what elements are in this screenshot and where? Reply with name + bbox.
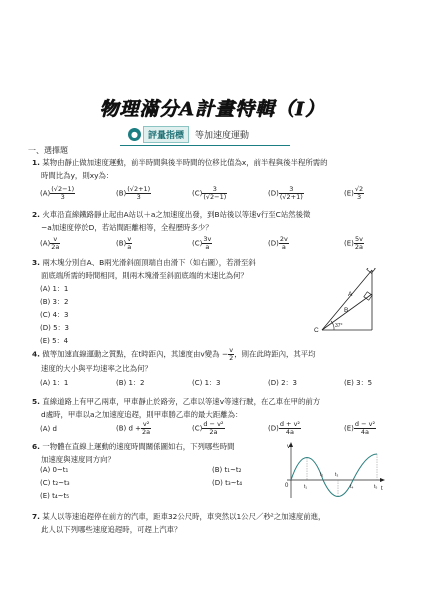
option-b[interactable]: (B) $\frac{v}{a}$ bbox=[116, 235, 132, 251]
option-a[interactable]: (A) d bbox=[40, 425, 57, 433]
option-c[interactable]: (C) 1：3 bbox=[192, 379, 221, 387]
question-5 bbox=[32, 395, 402, 421]
question-number: 1. bbox=[32, 158, 40, 167]
question-4-options bbox=[40, 378, 400, 390]
option-d[interactable]: (D) $\frac{3}{(√2+1)}$ bbox=[268, 185, 303, 201]
option-c[interactable]: (C) $\frac{\text{d − v²}}{2a}$ bbox=[192, 420, 224, 436]
question-1-options bbox=[40, 186, 400, 206]
question-2 bbox=[32, 208, 402, 234]
option-e[interactable]: (E) t₄~t₅ bbox=[40, 492, 70, 500]
person-icon: ● bbox=[128, 128, 141, 141]
angle-label: 37° bbox=[335, 323, 343, 329]
label-c: C bbox=[314, 327, 319, 334]
question-text: −a加速度停於D，若站間距離相等，全程歷時多少？ bbox=[41, 223, 213, 232]
option-d[interactable]: (D) t₃~t₄ bbox=[212, 479, 243, 487]
option-e[interactable]: (E) $\frac{\text{d − v²}}{4a}$ bbox=[344, 420, 376, 436]
axis-t-label: t bbox=[381, 486, 383, 492]
tick-t1: t₁ bbox=[304, 484, 308, 490]
question-3 bbox=[32, 256, 332, 282]
topic-label: 等加速度運動 bbox=[195, 130, 250, 141]
question-text: 一物體在直線上運動的速度時間關係圖如右，下列哪些時間 bbox=[42, 442, 235, 451]
tick-t5: t₅ bbox=[374, 484, 378, 490]
option-e[interactable]: (E) 5：4 bbox=[40, 337, 69, 345]
incline-figure bbox=[310, 268, 400, 334]
option-d[interactable]: (D) $\frac{2v}{a}$ bbox=[268, 235, 288, 251]
option-b[interactable]: (B) t₁~t₂ bbox=[212, 466, 242, 474]
section-header: 一、選擇題 bbox=[28, 146, 68, 155]
option-a[interactable]: (A) 0~t₁ bbox=[40, 466, 69, 474]
option-e[interactable]: (E) $\frac{√2}{3}$ bbox=[344, 185, 364, 201]
option-a[interactable]: (A) 1：1 bbox=[40, 379, 69, 387]
axis-v-label: v bbox=[287, 444, 290, 450]
option-b[interactable]: (B) 3：2 bbox=[40, 298, 69, 306]
option-d[interactable]: (D) 5：3 bbox=[40, 324, 69, 332]
question-6-options bbox=[40, 466, 280, 506]
evaluation-tag: 評量指標 bbox=[143, 126, 189, 143]
question-5-options bbox=[40, 421, 400, 441]
question-number: 2. bbox=[32, 210, 40, 219]
tick-t2: t₂ bbox=[320, 472, 324, 478]
question-7 bbox=[32, 510, 407, 536]
origin-label: 0 bbox=[285, 483, 289, 489]
question-4: 4. 做等加速直線運動之質點，在t時距內，其速度由v變為 − $\frac{v}{2}$ ，則在此時距內，其平均 速度的大小與平均速率之比為何？ bbox=[32, 347, 402, 375]
question-number: 6. bbox=[32, 442, 40, 451]
question-text: 直線道路上有甲乙兩車，甲車靜止於路旁，乙車以等速v等速行駛，在乙車在甲的前方 bbox=[42, 397, 321, 406]
option-a[interactable]: (A) 1：1 bbox=[40, 285, 69, 293]
question-2-options bbox=[40, 236, 400, 256]
option-e[interactable]: (E) $\frac{5v}{2a}$ bbox=[344, 235, 364, 251]
question-number: 5. bbox=[32, 397, 40, 406]
page-title: 物理滿分A計畫特輯（Ⅰ） bbox=[99, 98, 325, 120]
option-b[interactable]: (B) 1：2 bbox=[116, 379, 145, 387]
subtitle-underline bbox=[120, 145, 290, 146]
option-b[interactable]: (B) d + $\frac{\text{v²}}{2a}$ bbox=[116, 420, 151, 436]
velocity-time-graph bbox=[283, 440, 388, 502]
option-c[interactable]: (C) $\frac{3v}{a}$ bbox=[192, 235, 212, 251]
question-number: 4. bbox=[32, 349, 40, 359]
label-a: A bbox=[348, 291, 353, 298]
question-text: 某物由靜止做加速度運動，前半時間與後半時間的位移比值為x，前半程與後半程所需的 bbox=[42, 158, 328, 167]
question-1 bbox=[32, 156, 402, 182]
option-d[interactable]: (D) 2：3 bbox=[268, 379, 297, 387]
question-text: 做等加速直線運動之質點，在t時距內，其速度由v變為 − bbox=[42, 349, 229, 359]
question-number: 3. bbox=[32, 258, 40, 267]
question-text: 火車沿直線鐵路靜止起由A站以＋a之加速度出發，到B站後以等速v行至C站然後徵 bbox=[42, 210, 311, 219]
question-text: 兩木塊分別自A、B兩光滑斜面頂端自由滑下（如右圖），若滑至斜 bbox=[42, 258, 256, 267]
question-text: 此人以下列哪些速度追趕時，可趕上汽車？ bbox=[41, 525, 182, 534]
option-a[interactable]: (A) $\frac{(√2-1)}{3}$ bbox=[40, 185, 75, 201]
option-b[interactable]: (B) $\frac{(√2+1)}{3}$ bbox=[116, 185, 151, 201]
question-text: d處時，甲車以a之加速度追趕，則甲車勝乙車的最大距離為： bbox=[41, 410, 243, 419]
question-6 bbox=[32, 440, 282, 466]
option-a[interactable]: (A) $\frac{v}{2a}$ bbox=[40, 235, 60, 251]
option-c[interactable]: (C) t₂~t₃ bbox=[40, 479, 70, 487]
question-text: 某人以等速追趕停在前方的汽車，距車32公尺時，車突然以1公尺／秒²之加速度前進， bbox=[42, 512, 326, 521]
option-e[interactable]: (E) 3：5 bbox=[344, 379, 373, 387]
tick-t4: t₄ bbox=[350, 484, 354, 490]
subtitle-bar bbox=[128, 126, 249, 142]
option-c[interactable]: (C) 4：3 bbox=[40, 311, 69, 319]
question-text: 速度的大小與平均速率之比為何？ bbox=[41, 364, 152, 373]
question-3-options bbox=[40, 284, 120, 349]
question-number: 7. bbox=[32, 512, 40, 521]
question-text: 面底端所需的時間相同，則兩木塊滑至斜面底端的末速比為何？ bbox=[41, 271, 248, 280]
option-c[interactable]: (C) $\frac{3}{(√2-1)}$ bbox=[192, 185, 227, 201]
option-d[interactable]: (D) $\frac{\text{d + v²}}{4a}$ bbox=[268, 420, 301, 436]
question-text: ，則在此時距內，其平均 bbox=[234, 349, 316, 359]
question-text: 時間比為y，則xy為： bbox=[41, 171, 114, 180]
tick-t3: t₃ bbox=[335, 472, 339, 478]
question-text: 加速度與速度同方向？ bbox=[41, 455, 115, 464]
label-b: B bbox=[344, 307, 349, 314]
